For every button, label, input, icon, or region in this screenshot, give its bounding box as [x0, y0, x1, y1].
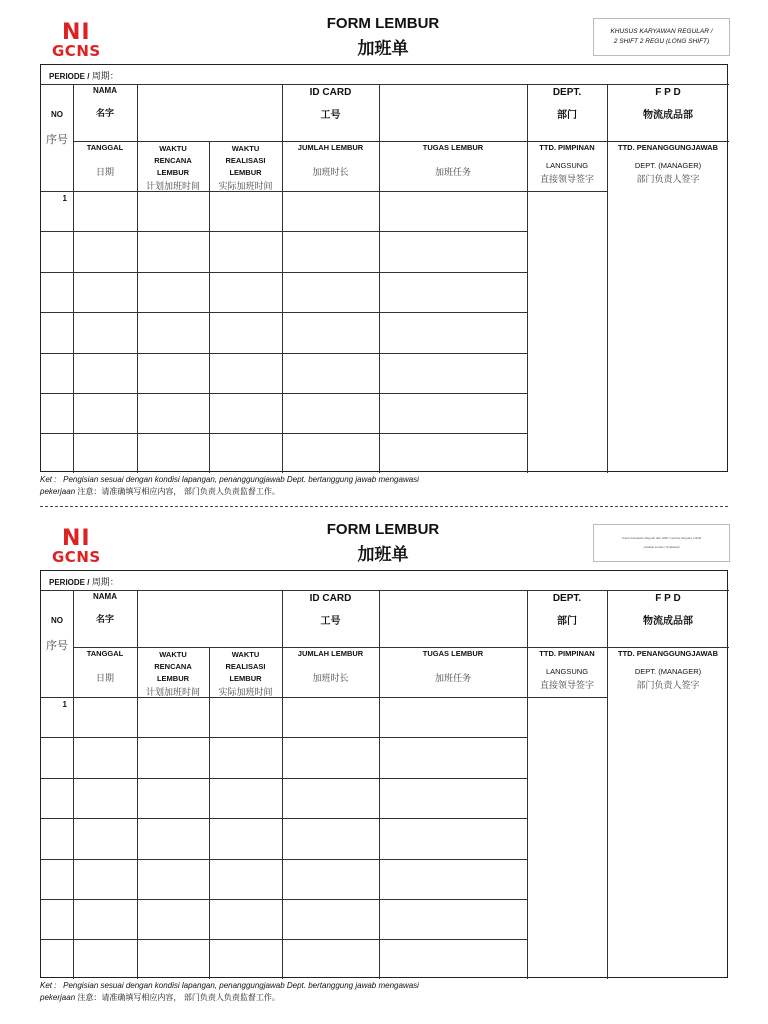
- col-ttd-pimpinan: TTD. PIMPINAN: [539, 649, 595, 658]
- entry-cell[interactable]: [73, 393, 137, 433]
- entry-cell[interactable]: [379, 393, 527, 433]
- entry-cell[interactable]: [209, 899, 282, 939]
- col-realisasi: WAKTU REALISASI LEMBUR: [225, 144, 266, 177]
- entry-cell[interactable]: [282, 231, 379, 271]
- nama-label: NAMA: [93, 592, 117, 601]
- company-logo: [52, 20, 114, 60]
- fpd-cn: 物流成品部: [643, 110, 693, 121]
- nama-field[interactable]: [137, 84, 282, 141]
- periode-label: PERIODE / 周期：: [49, 72, 119, 82]
- entry-cell[interactable]: [209, 393, 282, 433]
- nama-label: NAMA: [93, 86, 117, 95]
- entry-cell[interactable]: [73, 231, 137, 271]
- entry-cell[interactable]: [137, 899, 209, 939]
- company-logo: [52, 526, 114, 566]
- entry-cell[interactable]: [282, 191, 379, 231]
- logo-gcns-text: GCNS: [52, 42, 101, 60]
- note-line-2: 2 SHIFT 2 REGU (LONG SHIFT): [613, 38, 710, 45]
- form-title-cn: 加班单: [357, 39, 409, 59]
- entry-cell[interactable]: [73, 818, 137, 858]
- col-ttd-manager: TTD. PENANGGUNGJAWAB: [617, 143, 718, 152]
- entry-cell[interactable]: [282, 818, 379, 858]
- entry-cell[interactable]: [137, 353, 209, 393]
- nama-cn: 名字: [95, 615, 114, 625]
- form-title-id: FORM LEMBUR: [326, 521, 440, 538]
- entry-cell[interactable]: [73, 778, 137, 818]
- ket-label: Ket :: [40, 475, 57, 484]
- logo-gcns-text: GCNS: [52, 548, 101, 566]
- col-ttd-manager-b: DEPT. (MANAGER): [634, 161, 702, 170]
- col-ttd-manager-cn: 部门负责人签字: [636, 681, 700, 691]
- idcard-field[interactable]: [379, 590, 527, 647]
- col-tugas: TUGAS LEMBUR: [422, 143, 484, 152]
- overtime-form-1: [0, 12, 768, 502]
- entry-cell[interactable]: [379, 697, 527, 737]
- no-label: NO: [51, 110, 63, 119]
- entry-cell[interactable]: [73, 737, 137, 777]
- entry-cell[interactable]: [73, 272, 137, 312]
- entry-cell[interactable]: [282, 353, 379, 393]
- entry-cell[interactable]: [379, 191, 527, 231]
- col-ttd-pimpinan-cn: 直接领导签字: [539, 681, 594, 691]
- entry-cell[interactable]: [379, 272, 527, 312]
- idcard-cn: 工号: [320, 616, 341, 627]
- col-jumlah-cn: 加班时长: [312, 674, 349, 684]
- entry-cell[interactable]: [209, 818, 282, 858]
- entry-cell[interactable]: [137, 778, 209, 818]
- row-no-1: 1: [62, 700, 67, 709]
- col-ttd-pimpinan-b: LANGSUNG: [545, 161, 589, 170]
- col-tugas: TUGAS LEMBUR: [422, 649, 484, 658]
- entry-cell[interactable]: [73, 433, 137, 473]
- entry-cell[interactable]: [282, 272, 379, 312]
- no-label: NO: [51, 616, 63, 625]
- entry-cell[interactable]: [282, 778, 379, 818]
- dept-cn: 部门: [557, 616, 577, 627]
- col-tugas-cn: 加班任务: [434, 674, 471, 684]
- entry-cell[interactable]: [209, 272, 282, 312]
- entry-cell[interactable]: [282, 393, 379, 433]
- col-ttd-manager-cn: 部门负责人签字: [636, 175, 700, 185]
- entry-cell[interactable]: [209, 433, 282, 473]
- entry-cell[interactable]: [137, 312, 209, 352]
- entry-cell[interactable]: [73, 859, 137, 899]
- idcard-cn: 工号: [320, 110, 341, 121]
- entry-cell[interactable]: [137, 393, 209, 433]
- ket-text-2: pekerjaan: [40, 993, 76, 1002]
- entry-cell[interactable]: [209, 697, 282, 737]
- col-jumlah: JUMLAH LEMBUR: [297, 143, 364, 152]
- entry-cell[interactable]: [137, 939, 209, 979]
- entry-cell[interactable]: [209, 312, 282, 352]
- entry-cell[interactable]: [282, 697, 379, 737]
- col-jumlah-cn: 加班时长: [312, 168, 349, 178]
- fpd-label: F P D: [655, 593, 681, 604]
- ket-cn: 注意：请准确填写相应内容， 部门负责人负责监督工作。: [77, 993, 280, 1002]
- entry-cell[interactable]: [209, 353, 282, 393]
- dept-cn: 部门: [557, 110, 577, 121]
- col-realisasi-cn: 实际加班时间: [218, 182, 273, 192]
- row-no-1: 1: [62, 194, 67, 203]
- entry-cell[interactable]: [379, 353, 527, 393]
- entry-cell[interactable]: [379, 939, 527, 979]
- entry-cell[interactable]: [137, 272, 209, 312]
- nama-cn: 名字: [95, 109, 114, 119]
- no-cn: 序号: [46, 133, 68, 146]
- entry-cell[interactable]: [209, 939, 282, 979]
- col-realisasi-cn: 实际加班时间: [218, 688, 273, 698]
- entry-cell[interactable]: [379, 818, 527, 858]
- periode-field[interactable]: [141, 65, 727, 84]
- dept-label: DEPT.: [552, 87, 582, 98]
- entry-cell[interactable]: [73, 353, 137, 393]
- col-ttd-pimpinan-b: LANGSUNG: [545, 667, 589, 676]
- entry-cell[interactable]: [379, 433, 527, 473]
- entry-cell[interactable]: [209, 231, 282, 271]
- overtime-table: [40, 570, 728, 978]
- col-tanggal-cn: 日期: [95, 674, 114, 684]
- col-realisasi: WAKTU REALISASI LEMBUR: [225, 650, 266, 683]
- entry-cell[interactable]: [282, 899, 379, 939]
- overtime-table: [40, 64, 728, 472]
- form-title-cn: 加班单: [357, 545, 409, 565]
- col-tanggal: TANGGAL: [86, 649, 124, 658]
- note-line-1: KHUSUS KARYAWAN REGULAR /: [610, 27, 713, 35]
- signature-manager-field[interactable]: [607, 697, 729, 979]
- ket-text: Pengisian sesuai dengan kondisi lapangan, penanggungjawab Dept. bertanggung jawab mengawasi: [63, 475, 419, 484]
- entry-cell[interactable]: [379, 778, 527, 818]
- no-cn: 序号: [46, 639, 68, 652]
- signature-pimpinan-field[interactable]: [527, 191, 607, 473]
- entry-cell[interactable]: [73, 191, 137, 231]
- idcard-label: ID CARD: [309, 593, 352, 604]
- entry-cell[interactable]: [137, 818, 209, 858]
- idcard-label: ID CARD: [309, 87, 352, 98]
- col-tanggal: TANGGAL: [86, 143, 124, 152]
- periode-field[interactable]: [141, 571, 727, 590]
- entry-cell[interactable]: [137, 433, 209, 473]
- entry-cell[interactable]: [209, 859, 282, 899]
- logo-ni-text: NI: [62, 20, 91, 45]
- ket-label: Ket :: [40, 981, 57, 990]
- form-title-id: FORM LEMBUR: [326, 15, 440, 32]
- col-tanggal-cn: 日期: [95, 168, 114, 178]
- footer-note: [40, 980, 419, 1004]
- col-jumlah: JUMLAH LEMBUR: [297, 649, 364, 658]
- employee-type-note: [593, 18, 730, 56]
- signature-manager-field[interactable]: [607, 191, 729, 473]
- entry-cell[interactable]: [209, 191, 282, 231]
- entry-cell[interactable]: [282, 433, 379, 473]
- entry-cell[interactable]: [73, 697, 137, 737]
- entry-cell[interactable]: [282, 859, 379, 899]
- entry-cell[interactable]: [137, 737, 209, 777]
- employee-type-note: [593, 524, 730, 562]
- fpd-label: F P D: [655, 87, 681, 98]
- logo-ni-text: NI: [62, 526, 91, 551]
- form-title: [283, 521, 483, 565]
- entry-cell[interactable]: [137, 697, 209, 737]
- note-line-1: Untuk Karyawan Regular dan Shift / Lembur Reguler 2 Shift: [621, 536, 702, 540]
- entry-cell[interactable]: [209, 778, 282, 818]
- entry-cell[interactable]: [282, 312, 379, 352]
- dept-label: DEPT.: [552, 593, 582, 604]
- entry-cell[interactable]: [137, 231, 209, 271]
- entry-cell[interactable]: [379, 312, 527, 352]
- nama-field[interactable]: [137, 590, 282, 647]
- entry-cell[interactable]: [282, 737, 379, 777]
- col-rencana-cn: 计划加班时间: [145, 182, 200, 192]
- col-ttd-pimpinan-cn: 直接领导签字: [539, 175, 594, 185]
- entry-cell[interactable]: [209, 737, 282, 777]
- fpd-cn: 物流成品部: [643, 616, 693, 627]
- signature-pimpinan-field[interactable]: [527, 697, 607, 979]
- entry-cell[interactable]: [73, 939, 137, 979]
- col-rencana: WAKTU RENCANA LEMBUR: [154, 144, 192, 177]
- col-ttd-manager-b: DEPT. (MANAGER): [634, 667, 702, 676]
- entry-cell[interactable]: [73, 899, 137, 939]
- idcard-field[interactable]: [379, 84, 527, 141]
- col-rencana-cn: 计划加班时间: [145, 688, 200, 698]
- periode-label: PERIODE / 周期：: [49, 578, 119, 588]
- col-tugas-cn: 加班任务: [434, 168, 471, 178]
- form-title: [283, 15, 483, 59]
- entry-cell[interactable]: [137, 191, 209, 231]
- entry-cell[interactable]: [282, 939, 379, 979]
- col-ttd-manager: TTD. PENANGGUNGJAWAB: [617, 649, 718, 658]
- entry-cell[interactable]: [379, 859, 527, 899]
- entry-cell[interactable]: [73, 312, 137, 352]
- cut-line-divider: [40, 506, 728, 507]
- entry-cell[interactable]: [137, 859, 209, 899]
- ket-text-2: pekerjaan: [40, 487, 76, 496]
- ket-text: Pengisian sesuai dengan kondisi lapangan, penanggungjawab Dept. bertanggung jawab mengawasi: [63, 981, 419, 990]
- note-line-2: (Jadwal Lembur Terjadwal): [643, 545, 680, 549]
- entry-cell[interactable]: [379, 899, 527, 939]
- col-ttd-pimpinan: TTD. PIMPINAN: [539, 143, 595, 152]
- footer-note: [40, 474, 419, 498]
- ket-cn: 注意：请准确填写相应内容， 部门负责人负责监督工作。: [77, 487, 280, 496]
- col-rencana: WAKTU RENCANA LEMBUR: [154, 650, 192, 683]
- entry-cell[interactable]: [379, 737, 527, 777]
- overtime-form-2: [0, 518, 768, 1008]
- entry-cell[interactable]: [379, 231, 527, 271]
